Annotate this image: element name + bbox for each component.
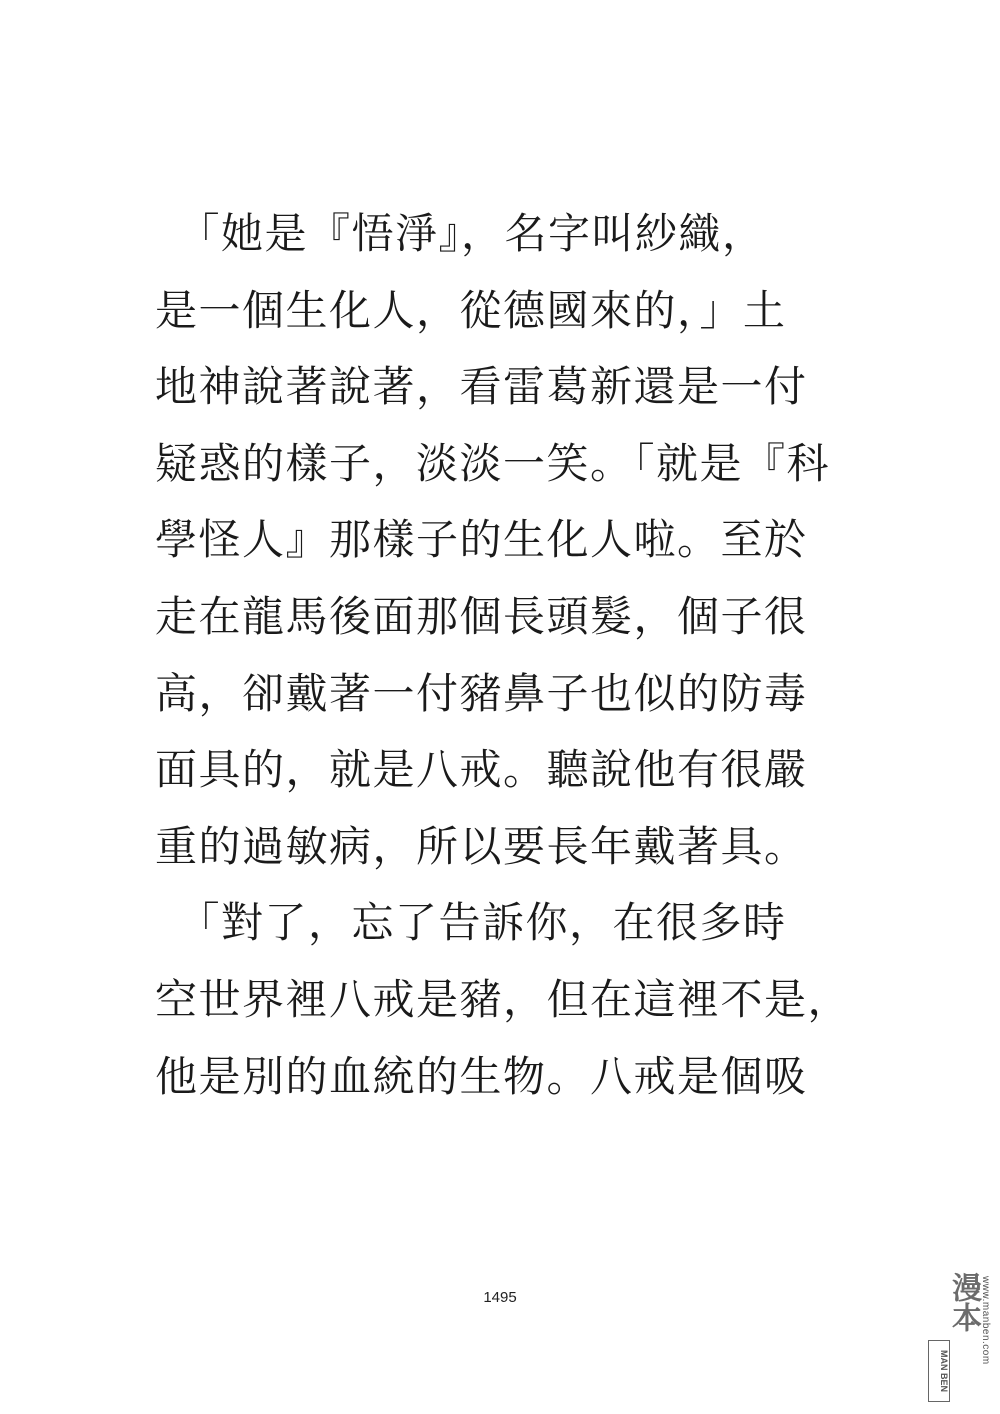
text-line: 疑惑的樣子，淡淡一笑。「就是『科: [155, 438, 831, 488]
text-line: 是一個生化人，從德國來的，」土: [155, 285, 787, 335]
text-line: 重的過敏病，所以要長年戴著具。: [155, 821, 808, 871]
page-number: 1495: [483, 1289, 517, 1306]
watermark-glyph: 漫本: [946, 1272, 981, 1332]
text-line: 地神說著說著，看雷葛新還是一付: [155, 362, 808, 412]
text-line: 「她是『悟淨』，名字叫紗織，: [155, 209, 766, 258]
watermark-box: MAN BEN: [928, 1340, 950, 1402]
text-line: 他是別的血統的生物。八戒是個吸: [155, 1051, 808, 1101]
text-line: 學怪人』那樣子的生化人啦。至於: [155, 515, 808, 565]
text-line: 面具的，就是八戒。聽說他有很嚴: [155, 745, 808, 795]
body-text: [155, 196, 855, 1115]
text-line: 高，卻戴著一付豬鼻子也似的防毒: [155, 668, 808, 718]
text-line: 「對了，忘了告訴你，在很多時: [155, 898, 787, 948]
text-line: 空世界裡八戒是豬，但在這裡不是，: [155, 974, 852, 1024]
watermark-site: www.manben.com: [980, 1276, 991, 1365]
text-line: 走在龍馬後面那個長頭髮，個子很: [155, 591, 808, 641]
watermark-logo: [926, 1272, 994, 1404]
